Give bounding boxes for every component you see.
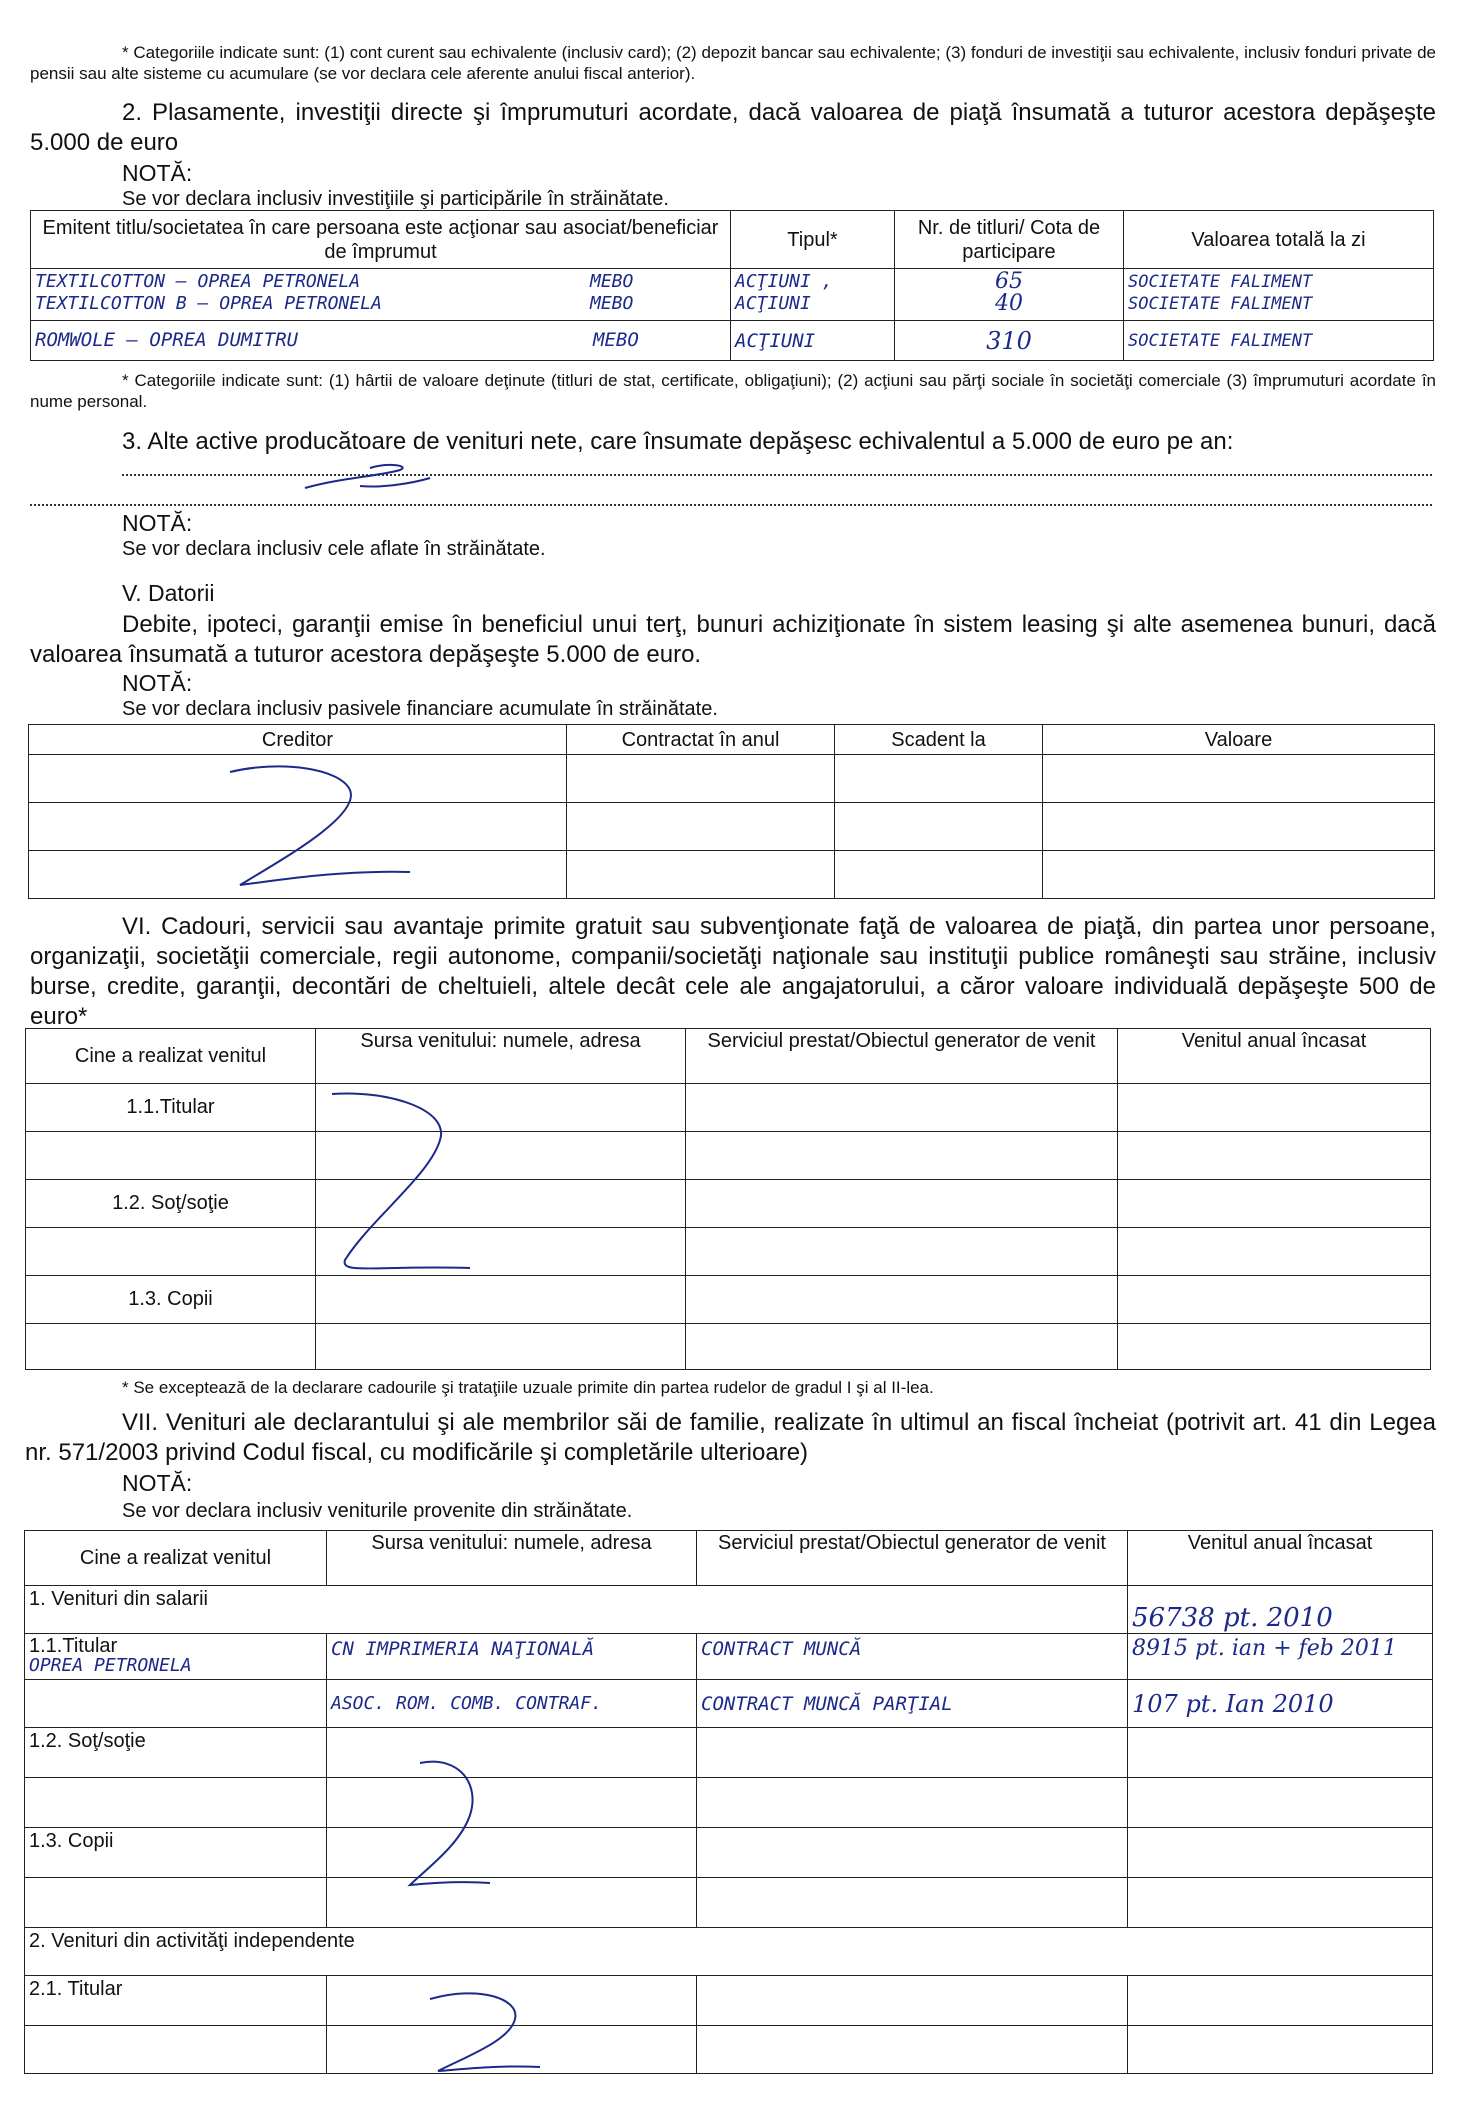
valoare-2: SOCIETATE FALIMENT (1128, 294, 1313, 314)
col-sursa: Sursa venitului: numele, adresa (327, 1531, 697, 1586)
table-row (25, 1680, 327, 1728)
investments-table (30, 210, 1434, 361)
table-row (26, 1132, 316, 1180)
serviciu-1: CONTRACT MUNCĂ (697, 1634, 1128, 1680)
sursa-1: CN IMPRIMERIA NAŢIONALĂ (327, 1634, 697, 1680)
section5-intro: Debite, ipoteci, garanţii emise în beneficiul unui terţ, bunuri achiziţionate în sistem leasing şi alte asemenea bunuri, dacă valoarea însumată a tuturor acestora depăşeşte 5.000 de euro. (30, 611, 1436, 668)
nr-1: 65 (995, 269, 1023, 294)
item2-title: 2. Plasamente, investiţii directe şi împrumuturi acordate, dacă valoarea de piaţă însumată a tuturor acestora depăşeşte 5.000 de euro (30, 99, 1436, 156)
section7-intro: VII. Venituri ale declarantului şi ale membrilor săi de familie, realizate în ultimul an fiscal încheiat (potrivit art. 41 din Legea nr. 571/2003 privind Codul fiscal, cu modificările şi completările ulterioare) (25, 1409, 1436, 1466)
emitent-2: TEXTILCOTTON B – OPREA PETRONELA (35, 293, 382, 314)
row-sot: 1.2. Soţ/soţie (26, 1180, 316, 1228)
col-valoare: Valoare (1043, 725, 1435, 755)
footnote-categories-table: * Categoriile indicate sunt: (1) hârtii de valoare deţinute (titluri de stat, certificate, obligaţiuni); (2) acţiuni sau părţi sociale în societăţi comerciale (3) împrumuturi acordate în nume personal. (30, 371, 1436, 411)
debts-table (28, 724, 1435, 899)
col-venit: Venitul anual încasat (1128, 1531, 1433, 1586)
section7-note: Se vor declara inclusiv veniturile provenite din străinătate. (122, 1500, 633, 1522)
row-titular: 1.1.Titular (26, 1084, 316, 1132)
row-titular-salarii (25, 1634, 327, 1680)
group-salarii: 1. Venituri din salarii (25, 1586, 1128, 1634)
titular-name: OPREA PETRONELA (29, 1655, 192, 1676)
tip-org-3: MEBO (593, 329, 639, 351)
section5-title: V. Datorii (122, 580, 215, 606)
tipul-1: ACŢIUNI , (735, 271, 833, 292)
table-row (29, 755, 567, 803)
table-row (26, 1324, 316, 1370)
col-valoare-totala: Valoarea totală la zi (1124, 211, 1434, 269)
row-titular-independente: 2.1. Titular (25, 1976, 327, 2026)
section6-intro: VI. Cadouri, servicii sau avantaje primite gratuit sau subvenţionate faţă de valoarea de piaţă, din partea unor persoane, organizaţii, societăţii comerciale, regii autonome, companii/societăţi naţionale sau instituţii publice româneşti sau străine, inclusiv burse, credite, garanţii, decontări de cheltuieli, altele decât cele ale angajatorului, a căror valoare individuală depăşeşte 500 de euro* (30, 913, 1436, 1030)
nr-2: 40 (995, 291, 1023, 316)
gifts-table (25, 1028, 1431, 1370)
tip-org-2: MEBO (590, 293, 634, 314)
nota-label-item3: NOTĂ: (122, 510, 193, 536)
venit-2: 107 pt. Ian 2010 (1128, 1680, 1433, 1728)
table-row (29, 851, 567, 899)
venit-1: 8915 pt. ian + feb 2011 (1128, 1634, 1433, 1680)
table-row (26, 1228, 316, 1276)
table-row (31, 269, 731, 321)
valoare-3: SOCIETATE FALIMENT (1124, 321, 1434, 361)
col-contractat: Contractat în anul (567, 725, 835, 755)
tipul-3: ACŢIUNI (731, 321, 895, 361)
serviciu-2: CONTRACT MUNCĂ PARŢIAL (697, 1680, 1128, 1728)
item3-note: Se vor declara inclusiv cele aflate în străinătate. (122, 538, 546, 560)
footnote-gifts: * Se exceptează de la declarare cadourile şi trataţiile uzuale primite din partea rudelor de gradul I şi al II-lea. (122, 1378, 934, 1397)
table-row (29, 803, 567, 851)
section5-note: Se vor declara inclusiv pasivele financiare acumulate în străinătate. (122, 698, 718, 720)
col-tipul: Tipul* (731, 211, 895, 269)
titular-label: 1.1.Titular (29, 1635, 118, 1657)
item3-title: 3. Alte active producătoare de venituri nete, care însumate depăşesc echivalentul a 5.000 de euro pe an: (122, 428, 1234, 455)
tip-org-1: MEBO (590, 271, 634, 292)
tipul-2: ACŢIUNI (735, 293, 811, 314)
col-sursa: Sursa venitului: numele, adresa (316, 1029, 686, 1084)
col-serviciu: Serviciul prestat/Obiectul generator de venit (697, 1531, 1128, 1586)
sursa-2: ASOC. ROM. COMB. CONTRAF. (327, 1680, 697, 1728)
col-scadent: Scadent la (835, 725, 1043, 755)
group-independente: 2. Venituri din activităţi independente (25, 1928, 1433, 1976)
col-cine: Cine a realizat venitul (25, 1531, 327, 1586)
nota-label-section5: NOTĂ: (122, 670, 193, 696)
col-nr-titluri: Nr. de titluri/ Cota de participare (895, 211, 1124, 269)
col-creditor: Creditor (29, 725, 567, 755)
table-row (25, 1778, 327, 1828)
table-row (25, 1878, 327, 1928)
nr-3: 310 (895, 321, 1124, 361)
col-venit: Venitul anual încasat (1118, 1029, 1431, 1084)
dotted-line-1 (122, 464, 1432, 476)
col-cine: Cine a realizat venitul (26, 1029, 316, 1084)
item2-note: Se vor declara inclusiv investiţiile şi participările în străinătate. (122, 188, 669, 210)
col-emitent: Emitent titlu/societatea în care persoana este acţionar sau asociat/beneficiar de împrumut (31, 211, 731, 269)
table-row (25, 2026, 327, 2074)
row-copii: 1.3. Copii (25, 1828, 327, 1878)
emitent-3: ROMWOLE – OPREA DUMITRU (35, 329, 299, 351)
income-table (24, 1530, 1433, 2074)
row-sot: 1.2. Soţ/soţie (25, 1728, 327, 1778)
nota-label-section7: NOTĂ: (122, 1470, 193, 1496)
row-copii: 1.3. Copii (26, 1276, 316, 1324)
nota-label-item2: NOTĂ: (122, 160, 193, 186)
valoare-1: SOCIETATE FALIMENT (1128, 272, 1313, 292)
col-serviciu: Serviciul prestat/Obiectul generator de venit (686, 1029, 1118, 1084)
footnote-categories-top: * Categoriile indicate sunt: (1) cont curent sau echivalente (inclusiv card); (2) depozit bancar sau echivalente; (3) fonduri de investiţii sau echivalente, inclusiv fonduri private de pensii sau alte sisteme cu acumulare (se vor declara cele aferente anului fiscal anterior). (30, 43, 1436, 83)
dotted-line-2 (30, 494, 1432, 506)
table-row (31, 321, 731, 361)
emitent-1: TEXTILCOTTON – OPREA PETRONELA (35, 271, 361, 292)
venit-titular-2010: 56738 pt. 2010 (1128, 1586, 1433, 1634)
